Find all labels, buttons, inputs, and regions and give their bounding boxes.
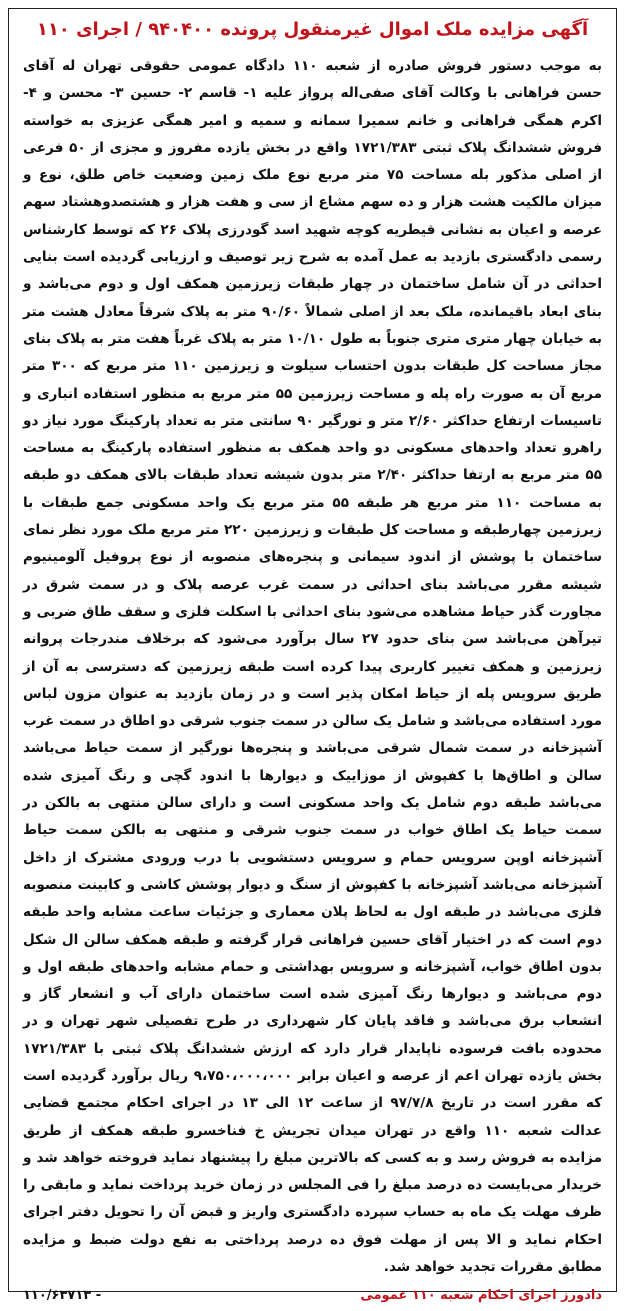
reference-number: ۱۱۰/۶۳۷۱۳ - (23, 1288, 102, 1304)
notice-body: به موجب دستور فروش صادره از شعبه ۱۱۰ دادگاه عمومی حقوقی تهران له آقای حسن فراهانی با وکالت آقای صفی‌اله پرواز علیه ۱- قاسم ۲- حسین ۳- محسن و ۴- اکرم همگی فراهانی و خانم سمیرا سمانه و سمیه و امیر همگی عزیزی به خواسته فروش ششدانگ پلاک ثبتی ۱۷۲۱/۳۸۳ واقع در بخش یازده مفروز و مجزی از ۵۰ فرعی از اصلی مذکور بله مساحت ۷۵ متر مربع نوع ملک زمین وضعیت خاص طلق، نوع و میزان مالکیت هشت هزار و ده سهم مشاع از سی و هفت هزار و هشتصدوهشتاد سهم عرصه و اعیان به نشانی قیطریه کوچه شهید اسد گودرزی پلاک ۲۶ که توسط کارشناس رسمی دادگستری بازدید به عمل آمده به شرح زیر توصیف و ارزیابی گردیده است بنایی احداثی در آن شامل ساختمان در چهار طبقات زیرزمین همکف اول و دوم می‌باشد و بنای ابعاد باقیمانده، ملک بعد از اصلی شمالاً ۹۰/۶۰ متر به پلاک شرقاً معادل هشت متر به خیابان چهار متری متری جنوباً به طول ۱۰/۱۰ متر به پلاک غرباً هفت متر به پلاک بنای مجاز مساحت کل طبقات بدون احتساب سیلوت و زیرزمین ۱۱۰ متر مربع که ۳۰۰ متر مربع آن به صورت راه پله و مساحت زیرزمین ۵۵ متر مربع به منظور استفاده انباری و تاسیسات ارتفاع حداکثر ۲/۶۰ متر و نورگیر ۹۰ سانتی متر به تعداد پارکینگ مورد نیاز دو راهرو تعداد واحدهای مسکونی دو واحد همکف به منظور استفاده پارکینگ به مساحت ۵۵ متر مربع به ارتفا حداکثر ۲/۴۰ متر بدون شیشه تعداد طبقات بالای همکف دو طبقه به مساحت ۱۱۰ متر مربع هر طبقه ۵۵ متر مربع یک واحد مسکونی جمع طبقات با زیرزمین چهارطبقه و مساحت کل طبقات و زیرزمین ۲۲۰ متر مربع ملک مورد نظر نمای ساختمان با پوشش از اندود سیمانی و پنجره‌های منصوبه از نوع پروفیل آلومینیوم شیشه مقرر می‌باشد بنای احداثی در سمت غرب عرصه پلاک و در سمت شرق در مجاورت گذر حیاط مشاهده می‌شود بنای احداثی با اسکلت فلزی و سقف طاق ضربی و تیرآهن می‌باشد سن بنای حدود ۲۷ سال برآورد می‌شود که برخلاف مندرجات پروانه زیرزمین و همکف تغییر کاربری پیدا کرده است طبقه زیرزمین که دسترسی به آن از طریق سرویس پله از حیاط امکان پذیر است و در زمان بازدید به عنوان مزون لباس مورد استفاده می‌باشد و شامل یک سالن در سمت جنوب شرقی دو اطاق در سمت غرب آشپزخانه در سمت شمال شرقی می‌باشد و پنجره‌ها نورگیر از سمت حیاط می‌باشد سالن و اطاق‌ها با کفپوش از موزاییک و دیوارها با اندود گچی و رنگ آمیزی شده می‌باشد طبقه دوم شامل یک واحد مسکونی است و دارای سالن منتهی به بالکن در سمت حیاط یک اطاق خواب در سمت جنوب شرقی و منتهی به بالکن سمت حیاط آشپزخانه اوپن سرویس حمام و سرویس دستشویی با درب ورودی مشترک از داخل آشپزخانه می‌باشد آشپزخانه با کفپوش از سنگ و دیوار پوشش کاشی و کابینت منصوبه فلزی می‌باشد در طبقه اول به لحاظ پلان معماری و جزئیات ساعت مشابه واحد طبقه دوم است که در اختیار آقای حسین فراهانی قرار گرفته و طبقه همکف سالن ال شکل بدون اطاق خواب، آشپزخانه و سرویس بهداشتی و حمام مشابه واحدهای طبقه اول و دوم می‌باشد و دیوارها رنگ آمیزی شده است ساختمان دارای آب و انشعار گاز و انشعاب برق می‌باشد و فاقد پایان کار شهرداری در طرح تفصیلی شهر تهران و در محدوده بافت فرسوده ناپایدار قرار دارد که ارزش ششدانگ پلاک ثبتی با ۱۷۲۱/۳۸۳ بخش یازده تهران اعم از عرصه و اعیان برابر ۹،۷۵۰،۰۰۰،۰۰۰ ریال برآورد گردیده است که مقرر است در تاریخ ۹۷/۷/۸ از ساعت ۱۲ الی ۱۳ در اجرای احکام مجتمع قضایی عدالت شعبه ۱۱۰ واقع در تهران میدان تجریش خ فناخسرو طبقه همکف از طریق مزایده به فروش رسد و به کسی که بالاترین مبلغ را پیشنهاد نماید فروخته خواهد شد و خریدار می‌بایست ده درصد مبلغ را فی المجلس در زمان خرید پرداخت نماید و مابقی را ظرف مهلت یک ماه به حساب سپرده دادگستری واریز و قبض آن را تحویل دفتر اجرای احکام نماید و الا پس از مهلت فوق ده درصد پرداختی به نفع دولت ضبط و مزایده مطابق مقررات تجدید خواهد شد. (22, 58, 603, 1276)
signature-line: دادورز اجرای احکام شعبه ۱۱۰ عمومی (360, 1288, 602, 1304)
auction-notice (8, 8, 617, 1304)
notice-headline: آگهی مزایده ملک اموال غیرمنقول پرونده ۹۴۰۴۰۰ / اجرای ۱۱۰ (36, 19, 589, 40)
notice-footer (23, 1281, 602, 1311)
